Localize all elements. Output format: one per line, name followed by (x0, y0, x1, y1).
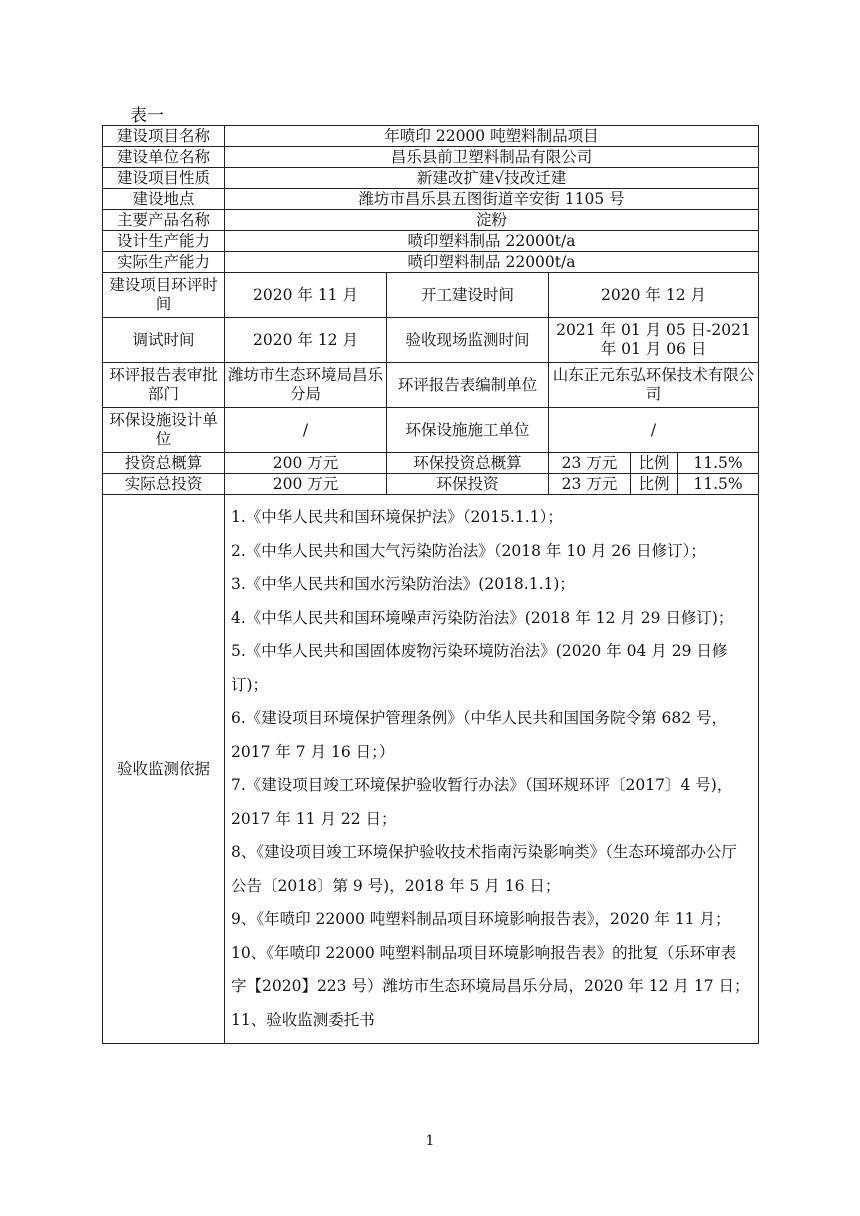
ratio-value: 11.5% (678, 453, 759, 474)
table-row (103, 189, 759, 210)
monitoring-time-value: 2021 年 01 月 05 日-2021 年 01 月 06 日 (549, 318, 759, 363)
table-row (103, 318, 759, 363)
row-value: 年喷印 22000 吨塑料制品项目 (225, 126, 759, 147)
row-value: 潍坊市昌乐县五图街道辛安街 1105 号 (225, 189, 759, 210)
table-row (103, 126, 759, 147)
monitoring-time-label: 验收现场监测时间 (387, 318, 549, 363)
report-unit-label: 环评报告表编制单位 (387, 363, 549, 408)
row-value: 淀粉 (225, 210, 759, 231)
table-row (103, 273, 759, 318)
construction-start-label: 开工建设时间 (387, 273, 549, 318)
table-caption: 表一 (130, 106, 164, 126)
investment-label: 实际总投资 (103, 474, 225, 495)
table-row (103, 252, 759, 273)
row-value: 喷印塑料制品 22000t/a (225, 252, 759, 273)
env-investment-value: 23 万元 (549, 453, 631, 474)
list-item: 10、《年喷印 22000 吨塑料制品项目环境影响报告表》的批复（乐环审表字【2020】223 号）潍坊市生态环境局昌乐分局，2020 年 12 月 17 日； (231, 943, 750, 995)
investment-value: 200 万元 (225, 474, 387, 495)
construction-unit-label: 环保设施施工单位 (387, 408, 549, 453)
env-investment-label: 环保投资总概算 (387, 453, 549, 474)
table-row (103, 408, 759, 453)
design-unit-label: 环保设施设计单位 (103, 408, 225, 453)
investment-label: 投资总概算 (103, 453, 225, 474)
table-row (103, 231, 759, 252)
ratio-label: 比例 (631, 474, 678, 495)
table-row (103, 168, 759, 189)
table-row (103, 474, 759, 495)
approval-dept-value: 潍坊市生态环境局昌乐分局 (225, 363, 387, 408)
construction-unit-value: / (549, 408, 759, 453)
page-number: 1 (425, 1133, 435, 1149)
list-item: 1.《中华人民共和国环境保护法》（2015.1.1）； (231, 508, 563, 526)
eia-time-value: 2020 年 11 月 (225, 273, 387, 318)
list-item: 7.《建设项目竣工环境保护验收暂行办法》（国环规环评〔2017〕4 号)，2017 年 11 月 22 日； (231, 776, 733, 828)
row-label: 建设单位名称 (103, 147, 225, 168)
debug-time-label: 调试时间 (103, 318, 225, 363)
table-row (103, 147, 759, 168)
table-row (103, 495, 759, 1044)
list-item: 9、《年喷印 22000 吨塑料制品项目环境影响报告表》，2020 年 11 月； (231, 910, 731, 928)
row-label: 建设地点 (103, 189, 225, 210)
table-row (103, 363, 759, 408)
design-unit-value: / (225, 408, 387, 453)
investment-value: 200 万元 (225, 453, 387, 474)
row-value: 新建改扩建√技改迁建 (225, 168, 759, 189)
basis-list (225, 495, 759, 1044)
env-investment-label: 环保投资 (387, 474, 549, 495)
list-item: 3.《中华人民共和国水污染防治法》(2018.1.1)； (231, 575, 575, 593)
ratio-value: 11.5% (678, 474, 759, 495)
row-label: 设计生产能力 (103, 231, 225, 252)
eia-time-label: 建设项目环评时间 (103, 273, 225, 318)
report-unit-value: 山东正元东弘环保技术有限公司 (549, 363, 759, 408)
row-value: 昌乐县前卫塑料制品有限公司 (225, 147, 759, 168)
row-label: 建设项目性质 (103, 168, 225, 189)
row-label: 主要产品名称 (103, 210, 225, 231)
approval-dept-label: 环评报告表审批部门 (103, 363, 225, 408)
construction-start-value: 2020 年 12 月 (549, 273, 759, 318)
list-item: 11、验收监测委托书 (231, 1010, 375, 1029)
env-investment-value: 23 万元 (549, 474, 631, 495)
list-item: 2.《中华人民共和国大气污染防治法》（2018 年 10 月 26 日修订）； (231, 541, 706, 560)
list-item: 6.《建设项目环境保护管理条例》（中华人民共和国国务院令第 682 号，2017 年 7 月 16 日；） (231, 709, 727, 761)
list-item: 5.《中华人民共和国固体废物污染环境防治法》(2020 年 04 月 29 日修订)； (231, 642, 728, 694)
row-value: 喷印塑料制品 22000t/a (225, 231, 759, 252)
basis-label: 验收监测依据 (103, 495, 225, 1044)
debug-time-value: 2020 年 12 月 (225, 318, 387, 363)
list-item: 8、《建设项目竣工环境保护验收技术指南污染影响类》（生态环境部办公厅公告〔2018〕第 9 号)，2018 年 5 月 16 日； (231, 843, 737, 895)
project-info-table (102, 125, 759, 1044)
row-label: 实际生产能力 (103, 252, 225, 273)
list-item: 4.《中华人民共和国环境噪声污染防治法》(2018 年 12 月 29 日修订)； (231, 608, 734, 627)
table-row (103, 210, 759, 231)
row-label: 建设项目名称 (103, 126, 225, 147)
table-row (103, 453, 759, 474)
ratio-label: 比例 (631, 453, 678, 474)
